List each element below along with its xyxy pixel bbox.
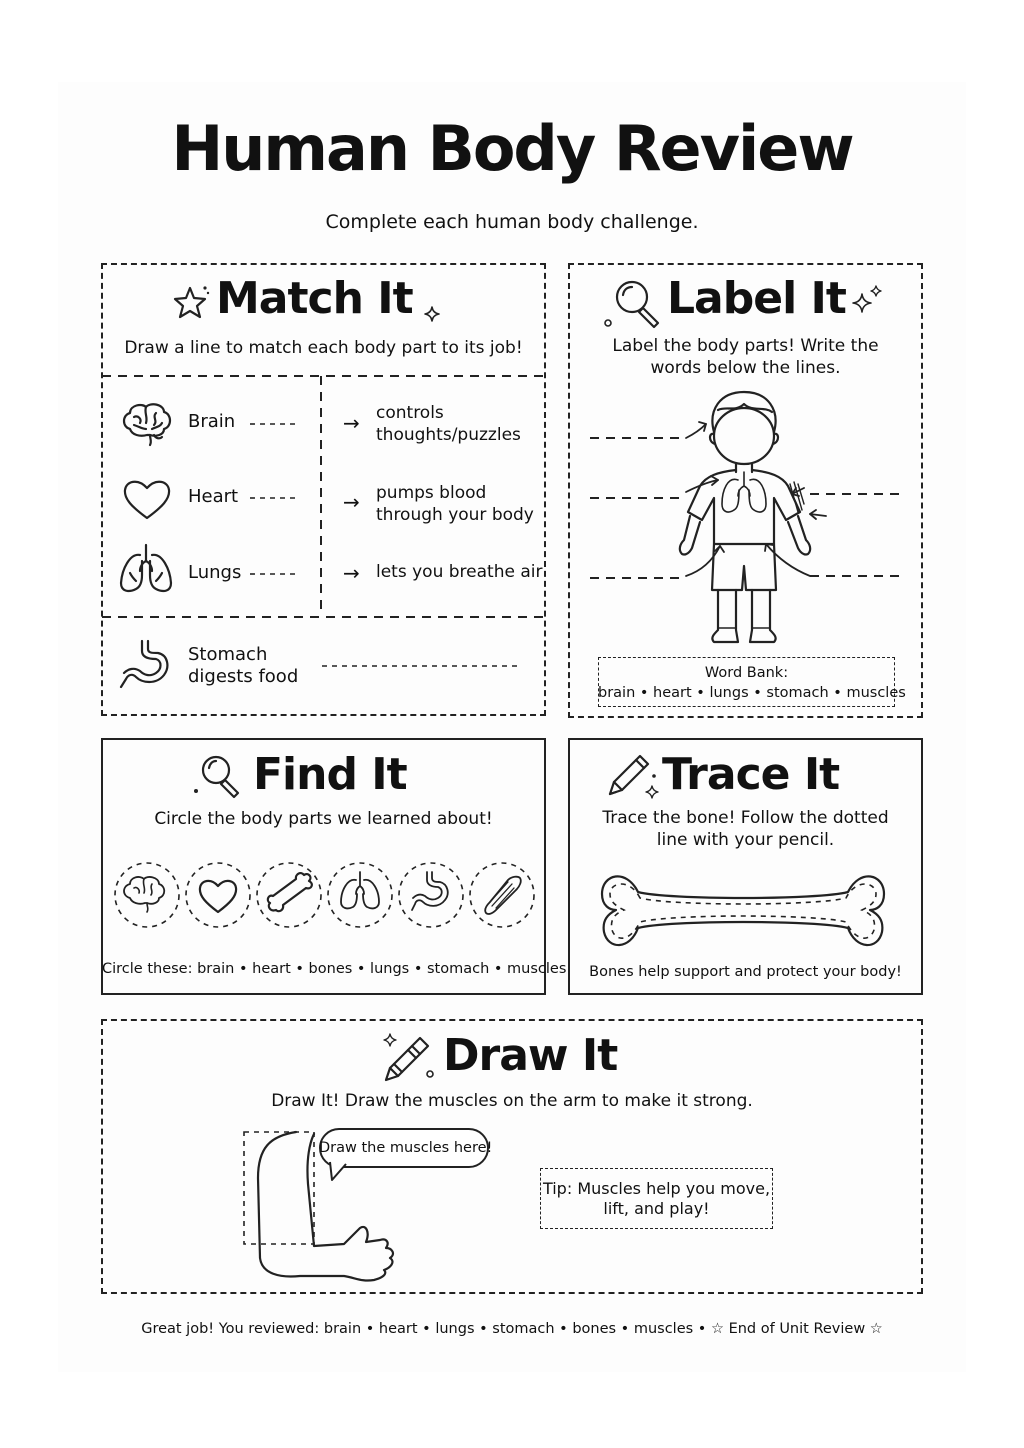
label-it-instructions: words below the lines. [650,358,841,378]
tip-text: Tip: Muscles help you move, [542,1179,771,1198]
match-part-stomach: Stomach [188,644,268,665]
trace-it-title: Trace It [662,749,840,800]
speech-bubble-text: Draw the muscles here! [319,1140,493,1156]
page-title: Human Body Review [171,112,853,185]
match-job-line: through your body [376,505,534,525]
lungs-icon-circle[interactable] [328,863,392,927]
label-it-instructions: Label the body parts! Write the [612,336,879,356]
match-it-title: Match It [216,273,413,324]
page-subtitle: Complete each human body challenge. [325,211,699,233]
tip-text: lift, and play! [603,1199,710,1218]
label-it-title: Label It [667,273,846,324]
pencil-icon [602,750,660,802]
match-line-heart[interactable] [250,496,302,500]
trace-it-footer: Bones help support and protect your body! [589,964,902,980]
sparkle-icon [424,306,440,322]
word-bank-title: Word Bank: [704,665,789,681]
match-line-stomach[interactable] [322,664,524,668]
body-diagram [568,380,923,660]
trace-it-instructions: line with your pencil. [656,830,835,850]
bone-trace-outline[interactable] [598,864,888,954]
match-it-instructions: Draw a line to match each body part to its job! [124,338,523,358]
muscle-icon-circle[interactable] [470,863,534,927]
match-job-line: pumps blood [376,483,487,503]
draw-it-title: Draw It [443,1030,618,1081]
stomach-icon [118,639,174,689]
match-line-lungs[interactable] [250,572,302,576]
brain-icon [120,401,174,447]
bone-icon-circle[interactable] [257,863,321,927]
find-it-title: Find It [253,749,407,800]
find-it-icon-row [110,858,540,932]
match-job-line: controls [376,403,444,423]
magnifier-icon [602,277,664,329]
stomach-icon-circle[interactable] [399,863,463,927]
find-it-footer: Circle these: brain • heart • bones • lungs • stomach • muscles [102,961,567,977]
trace-it-instructions: Trace the bone! Follow the dotted [602,808,889,828]
match-job-line: thoughts/puzzles [376,425,521,445]
magnifier-icon [192,753,248,799]
match-part-heart: Heart [188,486,239,507]
heart-icon-circle[interactable] [186,863,250,927]
match-arrow: → [343,411,360,435]
crayon-icon [380,1030,436,1084]
speech-bubble-tail [324,1162,354,1184]
match-line-brain[interactable] [250,422,302,426]
page-footer: Great job! You reviewed: brain • heart • lungs • stomach • bones • muscles • ☆ End of Unit Review ☆ [141,1321,883,1337]
heart-icon [122,477,172,521]
draw-it-instructions: Draw It! Draw the muscles on the arm to make it strong. [271,1091,753,1111]
sparkle-icon [850,284,884,316]
match-arrow: → [343,490,360,514]
find-it-instructions: Circle the body parts we learned about! [154,809,493,829]
match-job-stomach: digests food [188,666,299,687]
word-bank-words: brain • heart • lungs • stomach • muscles [598,685,906,701]
match-arrow: → [343,561,360,585]
star-icon [172,284,212,324]
match-part-brain: Brain [188,411,236,432]
brain-icon-circle[interactable] [115,863,179,927]
match-part-lungs: Lungs [188,562,242,583]
match-job-line: lets you breathe air [376,562,543,582]
lungs-icon [118,543,174,595]
